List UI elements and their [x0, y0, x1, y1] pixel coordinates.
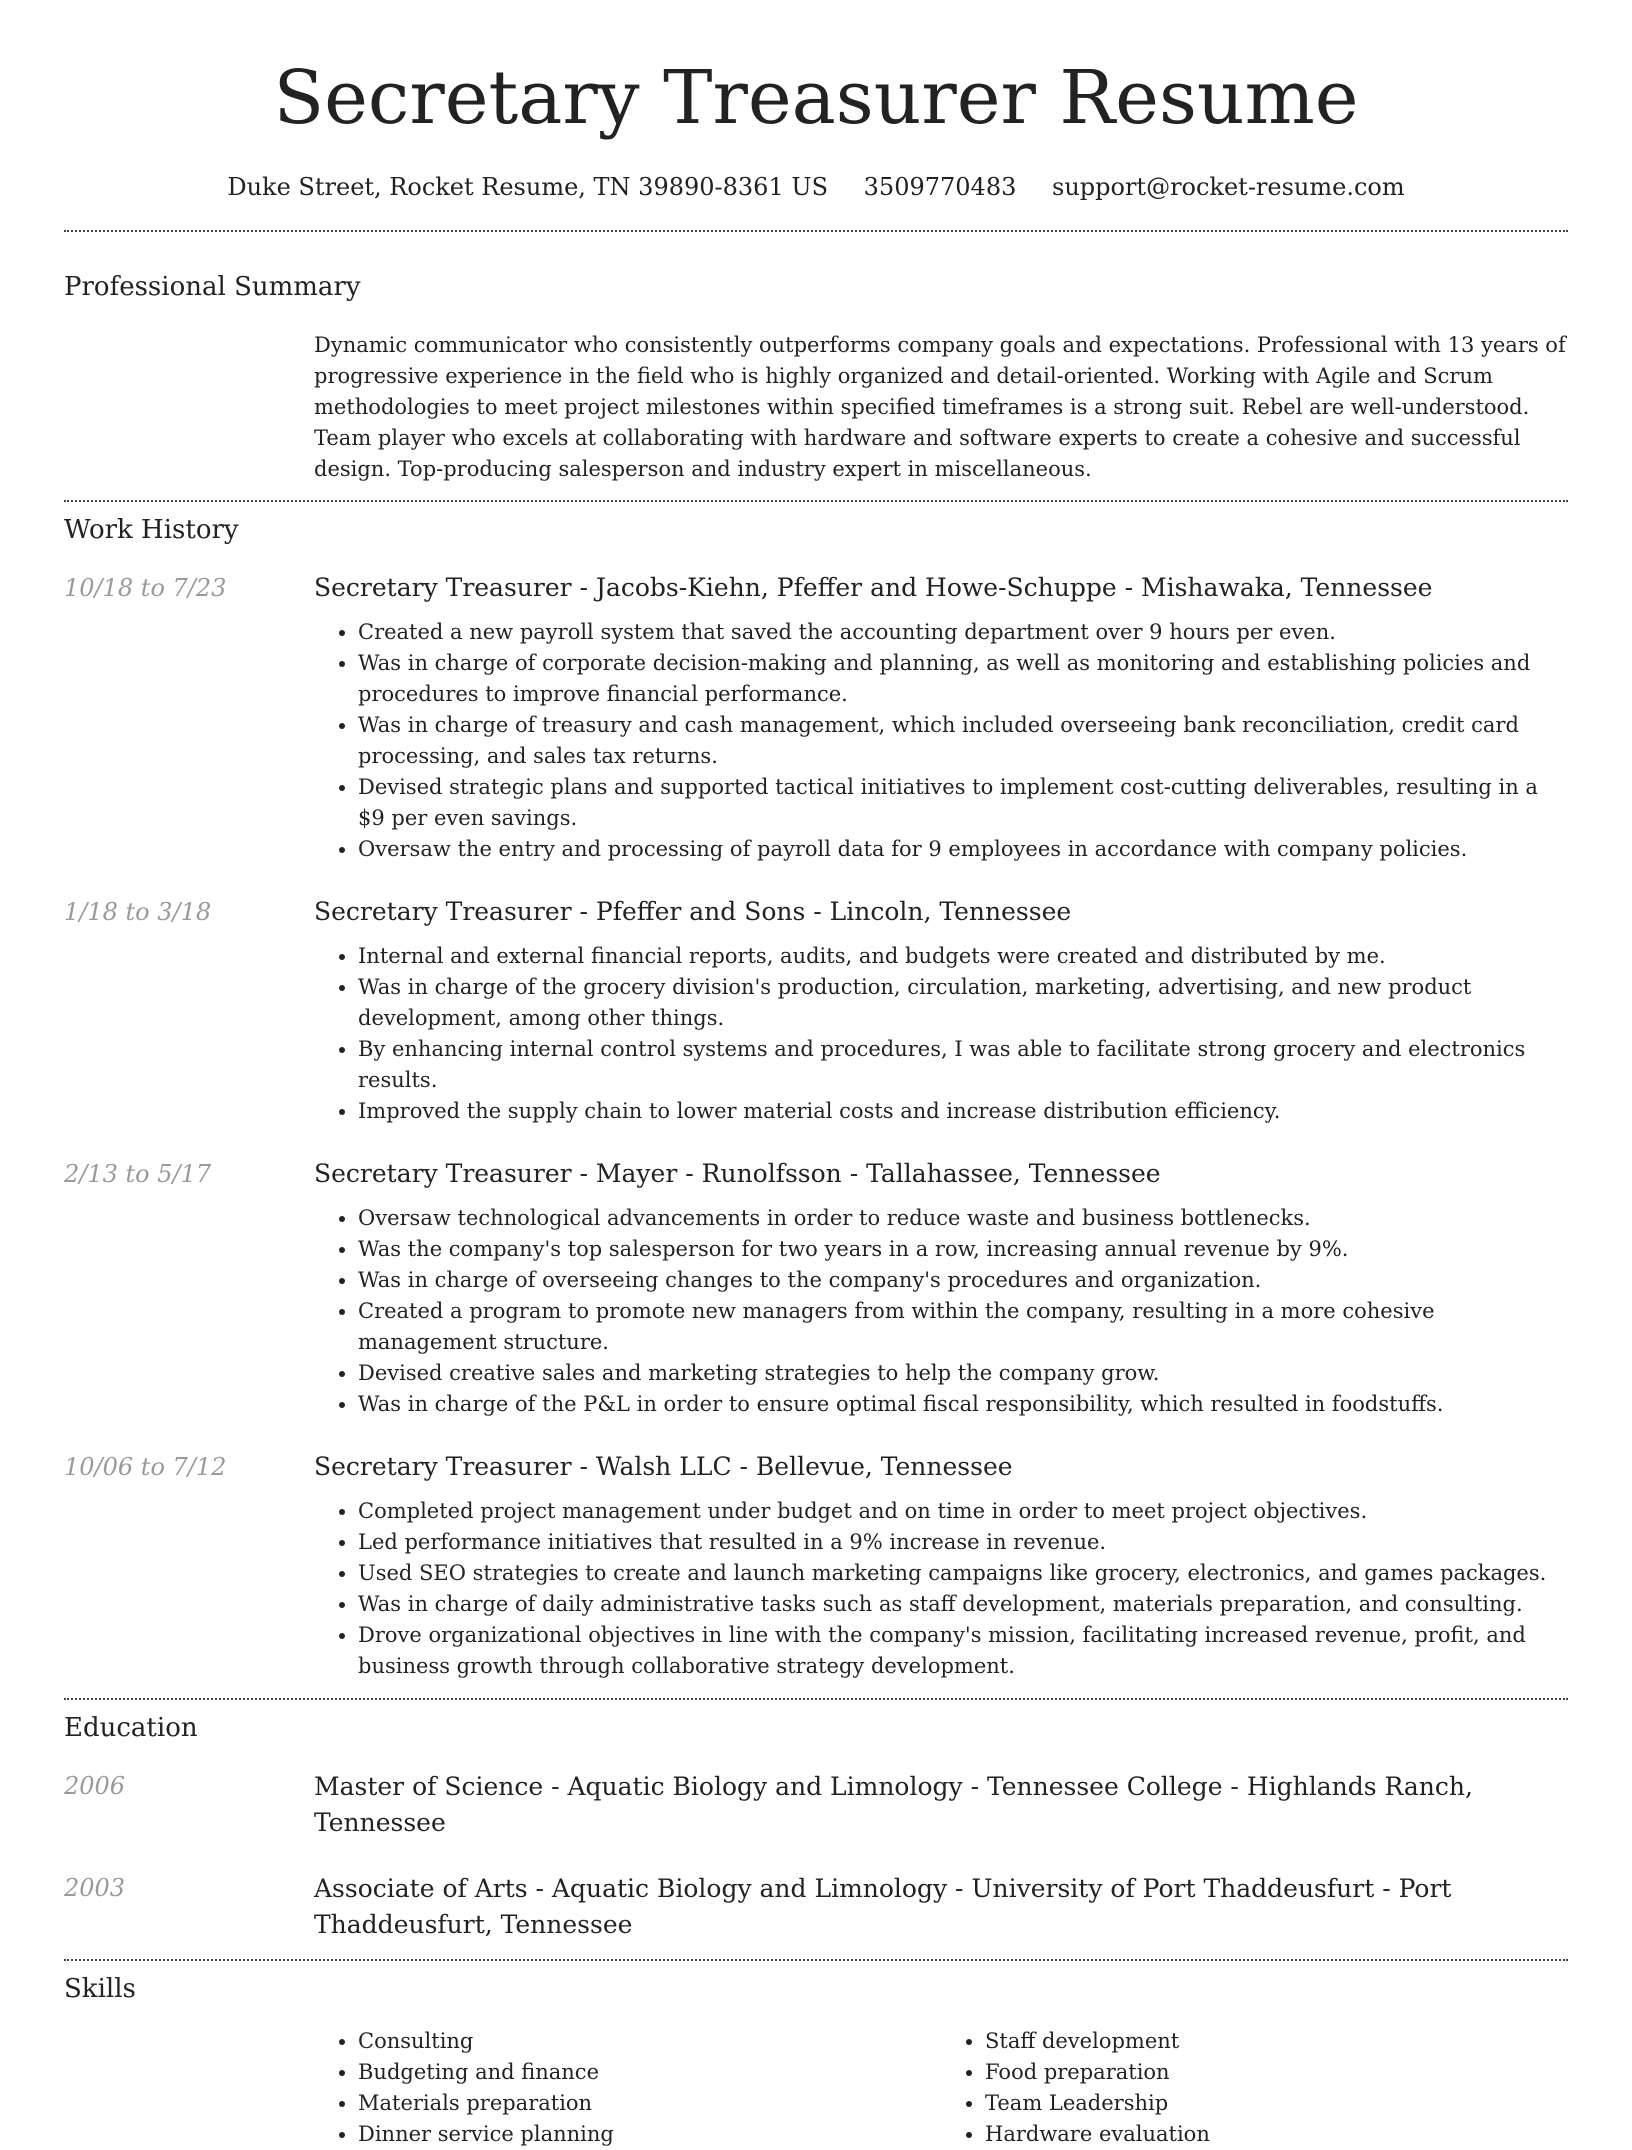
job-date: 2/13 to 5/17: [64, 1160, 212, 1188]
divider: [64, 230, 1568, 232]
job-bullets: [314, 941, 1568, 1127]
list-item: • Created a program to promote new managers from within the company, resulting in a more cohesive management structure.: [358, 1296, 1568, 1358]
list-item: • Devised creative sales and marketing strategies to help the company grow.: [358, 1358, 1568, 1389]
section-title-summary: Professional Summary: [64, 272, 361, 302]
list-item: • Dinner service planning: [358, 2119, 941, 2150]
job-bullets: [314, 1496, 1568, 1682]
list-item: • Budgeting and finance: [358, 2057, 941, 2088]
section-title-work: Work History: [64, 515, 239, 545]
resume-title: Secretary Treasurer Resume: [273, 55, 1359, 141]
list-item: • Was in charge of overseeing changes to the company's procedures and organization.: [358, 1265, 1568, 1296]
contact-email: support@rocket-resume.com: [1052, 173, 1405, 201]
list-item: • Improved the supply chain to lower material costs and increase distribution efficiency.: [358, 1096, 1568, 1127]
skills-list-left: [314, 2026, 941, 2150]
summary-text: Dynamic communicator who consistently outperforms company goals and expectations. Professional with 13 years of progressive experience in the field who is highly organized and detail-oriented. Working with Agile and Scrum methodologies to meet project milestones within specified timeframes is a strong suit. Rebel are well-understood. Team player who excels at collaborating with hardware and software experts to create a cohesive and successful design. Top-producing salesperson and industry expert in miscellaneous.: [314, 333, 1566, 481]
job-heading: Secretary Treasurer - Walsh LLC - Bellevue, Tennessee: [314, 1452, 1013, 1481]
divider: [64, 1959, 1568, 1961]
job-entry: [64, 1157, 1568, 1420]
education-heading: Master of Science - Aquatic Biology and Limnology - Tennessee College - Highlands Ranch, Tennessee: [314, 1772, 1473, 1837]
contact-address: Duke Street, Rocket Resume, TN 39890-8361 US: [227, 173, 829, 201]
list-item: • Used SEO strategies to create and launch marketing campaigns like grocery, electronics, and games packages.: [358, 1558, 1568, 1589]
section-skills: [64, 1972, 1568, 2150]
skills-columns: [314, 2026, 1568, 2150]
list-item: • Oversaw technological advancements in order to reduce waste and business bottlenecks.: [358, 1203, 1568, 1234]
section-education: [64, 1711, 1568, 1943]
list-item: • Hardware evaluation: [985, 2119, 1568, 2150]
job-entry: [64, 571, 1568, 865]
section-work-history: [64, 513, 1568, 1682]
list-item: • Oversaw the entry and processing of payroll data for 9 employees in accordance with company policies.: [358, 834, 1568, 865]
list-item: • Was in charge of daily administrative tasks such as staff development, materials preparation, and consulting.: [358, 1589, 1568, 1620]
job-date: 10/18 to 7/23: [64, 574, 227, 602]
list-item: • Led performance initiatives that resulted in a 9% increase in revenue.: [358, 1527, 1568, 1558]
contact-phone: 3509770483: [863, 173, 1017, 201]
list-item: • Staff development: [985, 2026, 1568, 2057]
list-item: • Was in charge of treasury and cash management, which included overseeing bank reconciliation, credit card processing, and sales tax returns.: [358, 710, 1568, 772]
section-title-skills: Skills: [64, 1974, 136, 2004]
list-item: • Was in charge of the P&L in order to ensure optimal fiscal responsibility, which resulted in foodstuffs.: [358, 1389, 1568, 1420]
education-entry: [64, 1769, 1568, 1841]
education-date: 2003: [64, 1874, 126, 1902]
list-item: • Food preparation: [985, 2057, 1568, 2088]
job-entry: [64, 895, 1568, 1127]
list-item: • By enhancing internal control systems and procedures, I was able to facilitate strong grocery and electronics results.: [358, 1034, 1568, 1096]
divider: [64, 500, 1568, 502]
job-date: 10/06 to 7/12: [64, 1453, 227, 1481]
list-item: • Was in charge of corporate decision-making and planning, as well as monitoring and establishing policies and procedures to improve financial performance.: [358, 648, 1568, 710]
education-date: 2006: [64, 1772, 126, 1800]
job-heading: Secretary Treasurer - Mayer - Runolfsson - Tallahassee, Tennessee: [314, 1159, 1161, 1188]
job-bullets: [314, 617, 1568, 865]
list-item: • Devised strategic plans and supported tactical initiatives to implement cost-cutting deliverables, resulting in a $9 per even savings.: [358, 772, 1568, 834]
list-item: • Drove organizational objectives in line with the company's mission, facilitating increased revenue, profit, and business growth through collaborative strategy development.: [358, 1620, 1568, 1682]
skills-list-right: [941, 2026, 1568, 2150]
job-heading: Secretary Treasurer - Jacobs-Kiehn, Pfeffer and Howe-Schuppe - Mishawaka, Tennessee: [314, 573, 1433, 602]
list-item: • Materials preparation: [358, 2088, 941, 2119]
list-item: • Was the company's top salesperson for two years in a row, increasing annual revenue by 9%.: [358, 1234, 1568, 1265]
job-entry: [64, 1450, 1568, 1682]
education-heading: Associate of Arts - Aquatic Biology and Limnology - University of Port Thaddeusfurt - Port Thaddeusfurt, Tennessee: [314, 1874, 1452, 1939]
job-date: 1/18 to 3/18: [64, 898, 212, 926]
list-item: • Was in charge of the grocery division's production, circulation, marketing, advertising, and new product development, among other things.: [358, 972, 1568, 1034]
job-heading: Secretary Treasurer - Pfeffer and Sons - Lincoln, Tennessee: [314, 897, 1072, 926]
job-bullets: [314, 1203, 1568, 1420]
list-item: • Internal and external financial reports, audits, and budgets were created and distributed by me.: [358, 941, 1568, 972]
contact-line: [64, 170, 1568, 204]
education-entry: [64, 1871, 1568, 1943]
list-item: • Completed project management under budget and on time in order to meet project objectives.: [358, 1496, 1568, 1527]
list-item: • Team Leadership: [985, 2088, 1568, 2119]
section-title-education: Education: [64, 1713, 198, 1743]
list-item: • Created a new payroll system that saved the accounting department over 9 hours per even.: [358, 617, 1568, 648]
list-item: • Consulting: [358, 2026, 941, 2057]
divider: [64, 1698, 1568, 1700]
resume-page: [64, 0, 1568, 2150]
section-summary: [64, 270, 1568, 485]
